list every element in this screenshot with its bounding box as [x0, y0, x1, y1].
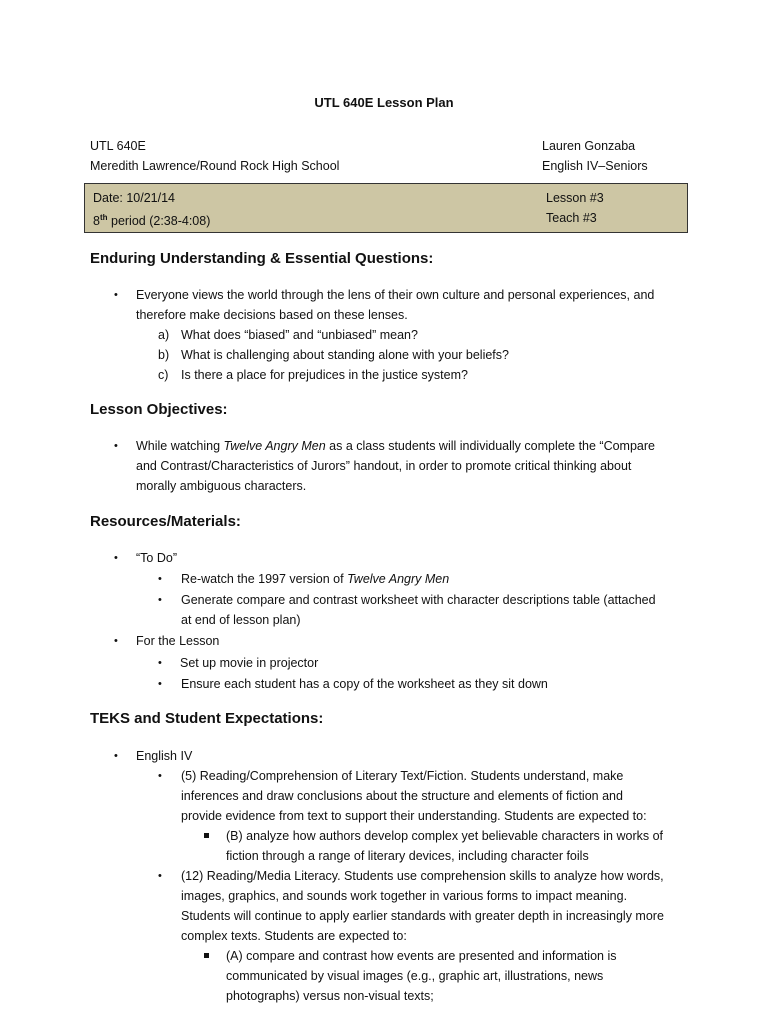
list-item: • Re-watch the 1997 version of Twelve Angry Men — [90, 569, 710, 590]
list-item-continuation: fiction through a range of literary devices, including character foils — [226, 849, 589, 863]
list-item: • While watching Twelve Angry Men as a class students will individually complete the “Compare — [90, 436, 710, 456]
bullet-icon: • — [114, 552, 118, 564]
bullet-icon: • — [114, 635, 118, 647]
list-item: • For the Lesson — [90, 631, 710, 653]
enduring-heading: Enduring Understanding & Essential Questions: — [90, 250, 434, 267]
square-bullet-icon — [204, 833, 209, 838]
bullet-icon: • — [114, 289, 118, 301]
question-item: b) What is challenging about standing alone with your beliefs? — [158, 348, 509, 362]
info-right — [546, 188, 604, 228]
list-item-continuation: Students will continue to apply earlier standards with greater depth in increasingly more — [181, 909, 664, 923]
class-name: English IV–Seniors — [542, 159, 648, 173]
lesson-number: Lesson #3 — [546, 191, 604, 205]
lesson-date: Date: 10/21/14 — [93, 191, 176, 205]
list-item: • (12) Reading/Media Literacy. Students use comprehension skills to analyze how words, — [90, 866, 710, 886]
bullet-icon: • — [114, 440, 118, 452]
list-item-continuation: at end of lesson plan) — [181, 613, 301, 627]
list-item-continuation: images, graphics, and sounds work together in various forms to impact meaning. — [181, 889, 628, 903]
bullet-icon: • — [158, 657, 162, 669]
bullet-icon: • — [158, 870, 162, 882]
resources-heading: Resources/Materials: — [90, 513, 241, 530]
list-item: • (5) Reading/Comprehension of Literary Text/Fiction. Students understand, make — [90, 766, 710, 786]
list-item: (B) analyze how authors develop complex yet believable characters in works of — [90, 826, 710, 846]
enduring-section — [90, 285, 710, 385]
lesson-period: 8th period (2:38-4:08) — [93, 213, 211, 229]
resources-section — [90, 548, 710, 694]
bullet-icon: • — [158, 573, 162, 585]
document-title: UTL 640E Lesson Plan — [314, 95, 454, 110]
list-item-continuation: provide evidence from text to support their understanding. Students are expected to: — [181, 809, 647, 823]
list-item-continuation: therefore make decisions based on these lenses. — [136, 308, 408, 322]
list-item: • Generate compare and contrast worksheet with character descriptions table (attached — [90, 590, 710, 610]
list-item: • Everyone views the world through the lens of their own culture and personal experiences, and — [90, 285, 710, 305]
list-item: • Set up movie in projector — [90, 653, 710, 674]
list-item-continuation: communicated by visual images (e.g., graphic art, illustrations, news — [226, 969, 604, 983]
list-item-continuation: photographs) versus non-visual texts; — [226, 989, 434, 1003]
list-item-continuation: complex texts. Students are expected to: — [181, 929, 407, 943]
lesson-info-box — [84, 183, 688, 233]
header-right — [542, 136, 648, 176]
bullet-icon: • — [158, 770, 162, 782]
teks-heading: TEKS and Student Expectations: — [90, 710, 324, 727]
bullet-icon: • — [158, 678, 162, 690]
list-item: • English IV — [90, 746, 710, 766]
info-left — [93, 188, 210, 231]
question-item: c) Is there a place for prejudices in the justice system? — [158, 368, 468, 382]
bullet-icon: • — [158, 594, 162, 606]
question-item: a) What does “biased” and “unbiased” mean? — [158, 328, 418, 342]
teach-number: Teach #3 — [546, 211, 597, 225]
list-item: • “To Do” — [90, 548, 710, 569]
header-left — [90, 136, 339, 176]
list-item: • Ensure each student has a copy of the worksheet as they sit down — [90, 674, 710, 694]
square-bullet-icon — [204, 953, 209, 958]
teks-section — [90, 746, 710, 1006]
mentor-school: Meredith Lawrence/Round Rock High School — [90, 159, 340, 173]
bullet-icon: • — [114, 750, 118, 762]
list-item-continuation: and Contrast/Characteristics of Jurors” handout, in order to promote critical thinking about — [136, 459, 632, 473]
author-name: Lauren Gonzaba — [542, 139, 636, 153]
objectives-heading: Lesson Objectives: — [90, 401, 228, 418]
list-item-continuation: inferences and draw conclusions about the structure and elements of fiction and — [181, 789, 623, 803]
course-code: UTL 640E — [90, 139, 146, 153]
list-item: (A) compare and contrast how events are presented and information is — [90, 946, 710, 966]
list-item-continuation: morally ambiguous characters. — [136, 479, 307, 493]
objectives-section — [90, 436, 710, 496]
